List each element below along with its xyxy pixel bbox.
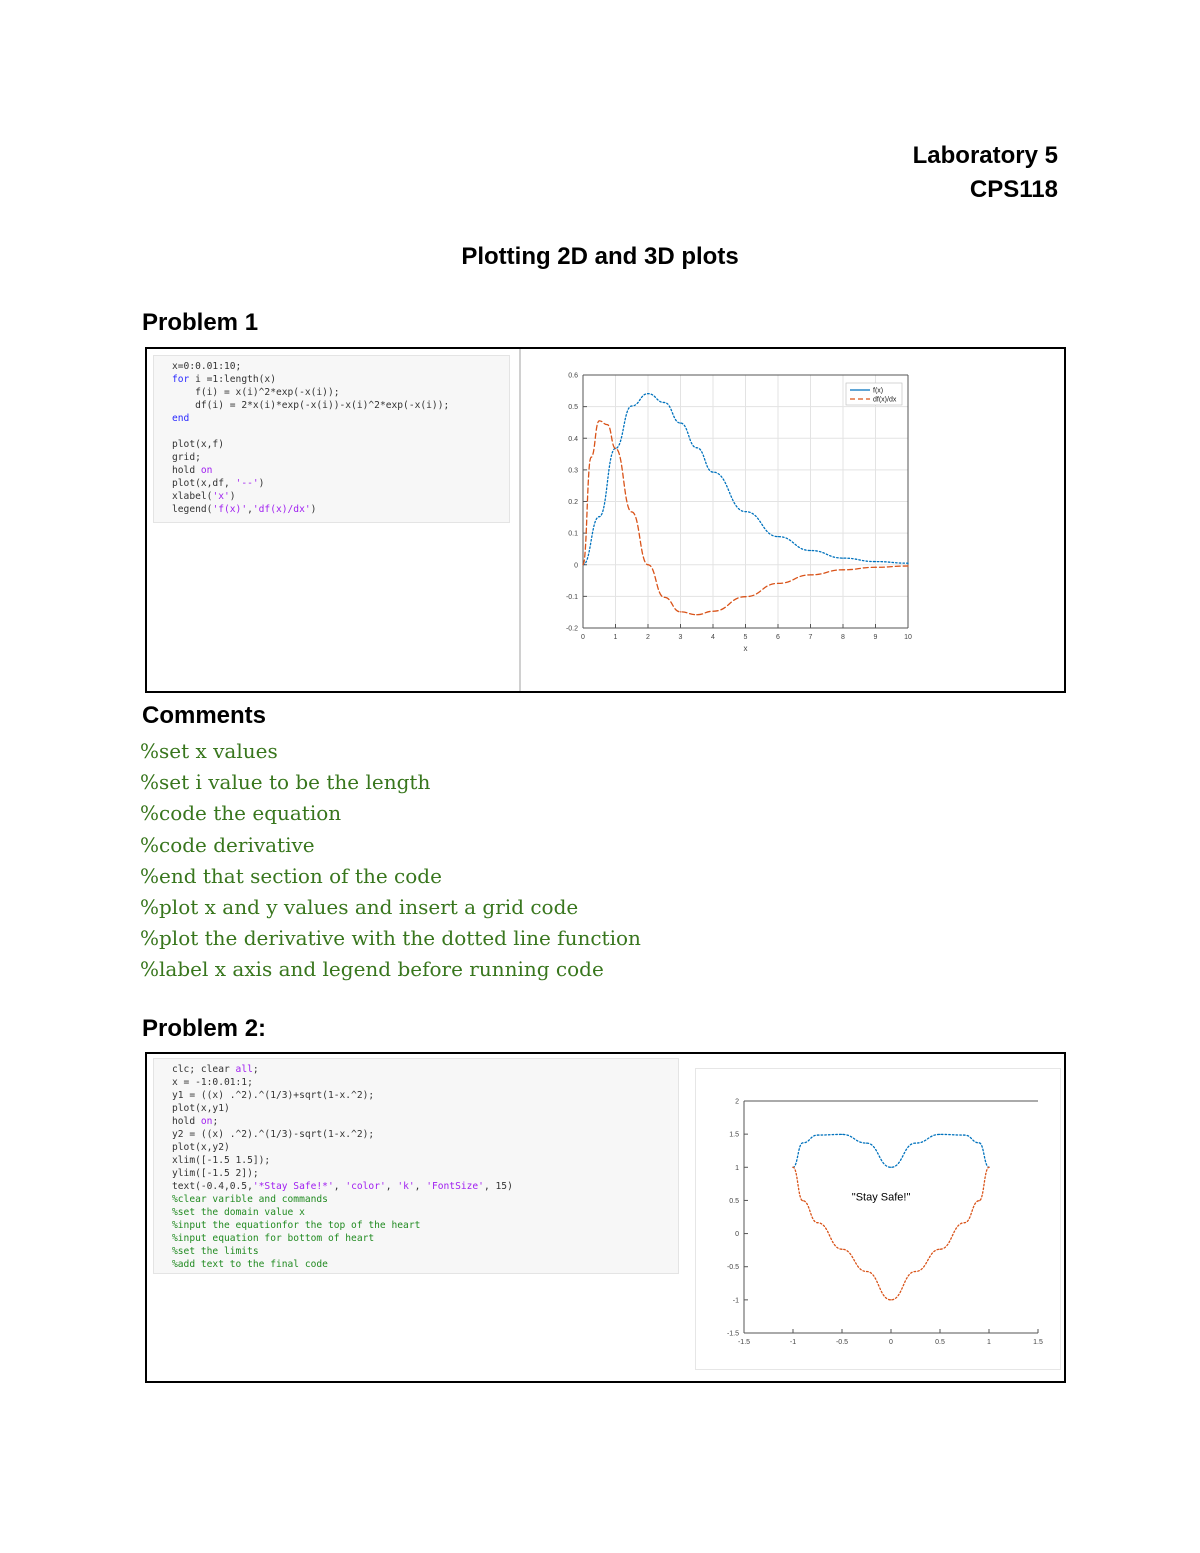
lab-number: Laboratory 5 xyxy=(912,142,1058,169)
data-point xyxy=(988,1167,989,1168)
code-line: plot(x,y1) xyxy=(172,1103,230,1114)
code-line: plot(x,df, '--') xyxy=(172,478,265,489)
code-line: f(i) = x(i)^2*exp(-x(i)); xyxy=(195,387,340,398)
code-line: df(i) = 2*x(i)*exp(-x(i))-x(i)^2*exp(-x(i)); xyxy=(195,400,450,411)
comment-line: %code derivative xyxy=(140,832,315,857)
code-line: %input the equationfor the top of the heart xyxy=(172,1220,421,1231)
y-tick-label: -0.5 xyxy=(726,1264,739,1272)
data-point xyxy=(631,511,632,512)
code-line: ylim([-1.5 2]); xyxy=(172,1168,259,1179)
data-point xyxy=(647,564,648,565)
problem1-box xyxy=(145,347,1066,693)
legend-label: df(x)/dx xyxy=(873,396,897,404)
data-point xyxy=(890,1299,891,1300)
y-tick-label: 0.2 xyxy=(568,499,578,506)
x-tick-label: 1 xyxy=(613,634,618,641)
data-point xyxy=(810,574,811,575)
x-tick-label: 0 xyxy=(889,1339,893,1346)
data-point xyxy=(582,564,583,565)
series-line-2 xyxy=(793,1167,989,1300)
x-tick-label: 1 xyxy=(987,1339,991,1346)
x-tick-label: -1.5 xyxy=(737,1339,751,1346)
legend-label: f(x) xyxy=(873,387,884,395)
y-tick-label: 0.4 xyxy=(568,435,578,443)
data-point xyxy=(875,567,876,568)
data-point xyxy=(615,448,616,449)
data-point xyxy=(631,405,632,406)
code-line: grid; xyxy=(172,452,201,463)
data-point xyxy=(777,583,778,584)
comments-list xyxy=(140,736,641,986)
problem1-heading: Problem 1 xyxy=(142,309,259,336)
y-tick-label: -0.2 xyxy=(565,625,578,633)
data-point xyxy=(792,1167,793,1168)
data-point xyxy=(712,471,713,472)
problem1-chart xyxy=(527,351,1060,687)
code-line: y1 = ((x) .^2).^(1/3)+sqrt(1-x.^2); xyxy=(172,1090,375,1101)
code-line: text(-0.4,0.5,'*Stay Safe!*', 'color', 'k', 'FontSize', 15) xyxy=(172,1181,513,1192)
x-tick-label: -1 xyxy=(789,1339,797,1346)
data-point xyxy=(964,1222,965,1223)
course-code: CPS118 xyxy=(969,176,1058,203)
code-line: plot(x,y2) xyxy=(172,1142,230,1153)
data-point xyxy=(841,1134,842,1135)
code-line: x=0:0.01:10; xyxy=(172,361,242,372)
data-point xyxy=(599,420,600,421)
code-line: %set the domain value x xyxy=(172,1207,305,1218)
data-point xyxy=(866,1271,867,1272)
series-line-1 xyxy=(793,1134,989,1167)
code-line: %input equation for bottom of heart xyxy=(172,1233,375,1244)
data-point xyxy=(890,1167,891,1168)
comment-line: %end that section of the code xyxy=(140,863,442,888)
data-point xyxy=(915,1142,916,1143)
problem2-chart xyxy=(696,1069,1060,1369)
data-point xyxy=(979,1142,980,1143)
comment-line: %set i value to be the length xyxy=(140,770,431,795)
comment-line: %plot the derivative with the dotted line function xyxy=(140,926,641,951)
data-point xyxy=(939,1249,940,1250)
data-point xyxy=(647,393,648,394)
data-point xyxy=(810,550,811,551)
x-tick-label: 7 xyxy=(808,634,813,641)
x-tick-label: 2 xyxy=(646,634,650,641)
data-point xyxy=(591,457,592,458)
problem1-code-block xyxy=(153,355,510,523)
document-title: Plotting 2D and 3D plots xyxy=(461,243,739,270)
data-point xyxy=(712,611,713,612)
code-line: clc; clear all; xyxy=(172,1064,259,1075)
code-line: x = -1:0.01:1; xyxy=(172,1077,253,1088)
data-point xyxy=(841,1249,842,1250)
data-point xyxy=(802,1200,803,1201)
code-line: end xyxy=(172,413,190,424)
y-tick-label: -1 xyxy=(732,1297,739,1305)
x-tick-label: 6 xyxy=(776,634,780,641)
panel-divider xyxy=(519,349,521,691)
y-tick-label: 1 xyxy=(735,1164,739,1172)
data-point xyxy=(842,558,843,559)
data-point xyxy=(745,596,746,597)
data-point xyxy=(939,1134,940,1135)
code-line: plot(x,f) xyxy=(172,439,224,450)
y-tick-label: 0.5 xyxy=(729,1197,739,1205)
x-tick-label: 0 xyxy=(581,634,585,641)
x-tick-label: 4 xyxy=(711,634,715,641)
data-point xyxy=(907,563,908,564)
comment-line: %label x axis and legend before running code xyxy=(140,957,604,982)
data-point xyxy=(599,516,600,517)
code-line: for i =1:length(x) xyxy=(172,374,276,385)
data-point xyxy=(866,1142,867,1143)
data-point xyxy=(915,1271,916,1272)
x-tick-label: 0.5 xyxy=(935,1339,945,1346)
y-tick-label: 0 xyxy=(735,1231,739,1239)
comments-heading: Comments xyxy=(142,702,267,729)
problem2-figure xyxy=(695,1068,1061,1370)
data-point xyxy=(777,536,778,537)
data-point xyxy=(664,402,665,403)
x-tick-label: 3 xyxy=(678,634,683,641)
problem2-heading: Problem 2: xyxy=(142,1015,267,1042)
code-line: %set the limits xyxy=(172,1246,259,1257)
x-tick-label: 5 xyxy=(743,634,748,641)
data-point xyxy=(696,614,697,615)
data-point xyxy=(664,597,665,598)
data-point xyxy=(964,1134,965,1135)
y-tick-label: -0.1 xyxy=(565,593,578,601)
code-line: %clear varible and commands xyxy=(172,1194,328,1205)
problem2-code-block xyxy=(153,1058,679,1274)
code-line: xlabel('x') xyxy=(172,491,236,502)
code-line: %add text to the final code xyxy=(172,1259,328,1270)
code-line: xlim([-1.5 1.5]); xyxy=(172,1155,271,1166)
data-point xyxy=(817,1222,818,1223)
data-point xyxy=(802,1142,803,1143)
data-point xyxy=(696,447,697,448)
problem2-box xyxy=(145,1052,1066,1383)
x-axis-label: x xyxy=(743,644,748,653)
code-line: legend('f(x)','df(x)/dx') xyxy=(172,504,317,515)
y-tick-label: 0.6 xyxy=(568,372,578,380)
x-tick-label: 1.5 xyxy=(1033,1339,1043,1346)
data-point xyxy=(875,561,876,562)
y-tick-label: -1.5 xyxy=(726,1330,739,1338)
y-tick-label: 0.3 xyxy=(568,467,578,475)
data-point xyxy=(745,511,746,512)
y-tick-label: 0 xyxy=(574,562,578,570)
x-tick-label: 9 xyxy=(873,634,878,641)
code-line xyxy=(172,425,509,438)
data-point xyxy=(907,565,908,566)
comment-line: %code the equation xyxy=(140,801,342,826)
y-tick-label: 1.5 xyxy=(729,1131,739,1139)
comment-line: %plot x and y values and insert a grid code xyxy=(140,895,579,920)
code-line: hold on xyxy=(172,465,213,476)
data-point xyxy=(607,424,608,425)
data-point xyxy=(979,1200,980,1201)
code-line: hold on; xyxy=(172,1116,219,1127)
data-point xyxy=(680,422,681,423)
x-tick-label: 8 xyxy=(841,634,845,641)
y-tick-label: 0.1 xyxy=(568,530,578,538)
y-tick-label: 0.5 xyxy=(568,404,578,412)
data-point xyxy=(842,569,843,570)
y-tick-label: 2 xyxy=(735,1098,739,1106)
problem1-figure xyxy=(527,351,1060,687)
chart-annotation: "Stay Safe!" xyxy=(851,1191,911,1204)
data-point xyxy=(680,611,681,612)
data-point xyxy=(817,1134,818,1135)
x-tick-label: 10 xyxy=(904,634,912,641)
comment-line: %set x values xyxy=(140,739,278,763)
x-tick-label: -0.5 xyxy=(835,1339,849,1346)
code-line: y2 = ((x) .^2).^(1/3)-sqrt(1-x.^2); xyxy=(172,1129,375,1140)
